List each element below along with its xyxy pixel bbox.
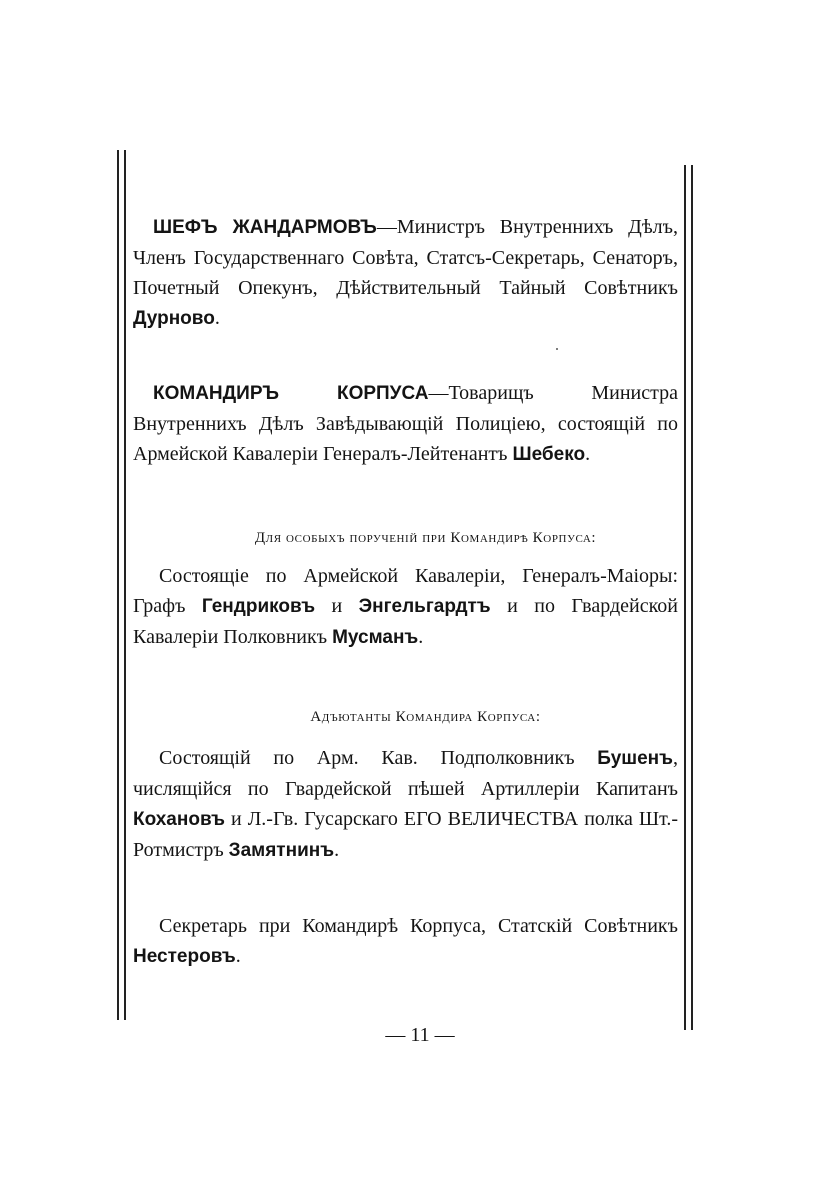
period: .: [585, 443, 591, 465]
name-shebeko: Шебеко: [512, 444, 586, 465]
heading-special-assignments: Для особыхъ порученій при Командирѣ Корпуса:: [254, 530, 597, 546]
name-musman: Мусманъ: [332, 627, 419, 648]
name-nesterov: Нестеровъ: [133, 946, 236, 967]
frame-rule-right-inner: [684, 165, 686, 1030]
paragraph-corps-commander: [133, 378, 678, 470]
text-hussar-regiment: и Л.-Гв. Гусарскаго ЕГО ВЕЛИЧЕСТВА полка Шт.-Ротмистръ: [133, 808, 678, 861]
title-corps-commander: КОМАНДИРЪ КОРПУСА: [153, 383, 429, 404]
period: .: [334, 839, 340, 861]
text-lieutenant-colonel: Состоящій по Арм. Кав. Подполковникъ: [159, 747, 598, 769]
text-secretary: Секретарь при Командирѣ Корпуса, Статскій Совѣтникъ: [159, 915, 678, 937]
paragraph-chief-of-gendarmes: [133, 212, 678, 334]
text-and: и: [315, 595, 359, 617]
frame-rule-right-outer: [691, 165, 693, 1030]
heading-adjutants: Адъютанты Командира Корпуса:: [310, 709, 541, 725]
name-kokhanov: Кохановъ: [133, 809, 226, 830]
text-artillery-captain: , числящійся по Гвардейской пѣшей Артиллеріи Капитанъ: [133, 747, 678, 800]
name-gendrikov: Гендриковъ: [201, 596, 316, 617]
period: .: [418, 626, 424, 648]
text-corps-commander: —Товарищъ Министра Внутреннихъ Дѣлъ Завѣдывающій Полиціею, состоящій по Армейской Кавалеріи Генералъ-Лейтенантъ: [133, 382, 678, 465]
paragraph-special-assignments: [133, 561, 678, 653]
paragraph-adjutants: [133, 743, 678, 866]
speck-mark: [556, 348, 558, 350]
frame-rule-left-outer: [117, 150, 119, 1020]
text-generals-major: Состоящіе по Армейской Кавалеріи, Генералъ-Маіоры: Графъ: [133, 565, 678, 617]
name-zamyatnin: Замятнинъ: [228, 840, 335, 861]
period: .: [235, 945, 241, 967]
name-durnovo: Дурново: [133, 308, 215, 329]
title-chief-of-gendarmes: ШЕФЪ ЖАНДАРМОВЪ: [153, 217, 377, 238]
name-bushen: Бушенъ: [597, 748, 673, 769]
text-chief-of-gendarmes: —Министръ Внутреннихъ Дѣлъ, Членъ Государственнаго Совѣта, Статсъ-Секретарь, Сенаторъ, Почетный Опекунъ, Дѣйствительный Тайный Совѣтникъ: [133, 216, 679, 299]
paragraph-secretary: [133, 911, 678, 972]
name-engelgardt: Энгельгардтъ: [358, 596, 491, 617]
period: .: [214, 307, 220, 329]
text-guards-cavalry: и по Гвардейской Кавалеріи Полковникъ: [133, 595, 678, 648]
frame-rule-left-inner: [124, 150, 126, 1020]
page-number: — 11 —: [385, 1024, 455, 1046]
